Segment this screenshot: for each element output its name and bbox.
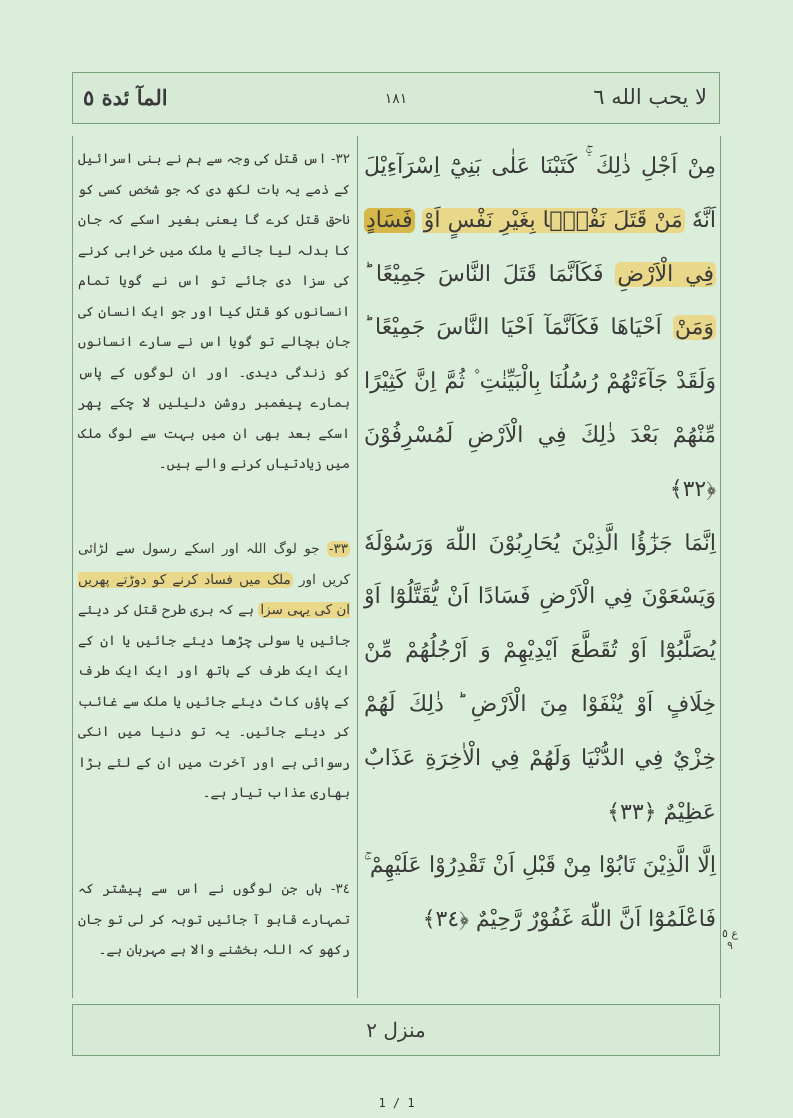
translation-segment: جو لوگ اللہ اور اسکے رسول سے لڑائی کریں اور <box>78 541 351 588</box>
translation-note-32 <box>78 144 350 480</box>
verse-32 <box>364 140 716 517</box>
highlighted-translation: ملک میں فساد کرنے کو دوڑتے پھریں ان کی یہی سزا <box>78 571 350 618</box>
verse-34: اِلَّا الَّذِيْنَ تَابُوْا مِنْ قَبْلِ اَنْ تَقْدِرُوْا عَلَيْهِمْ ۚ فَاعْلَمُوْٓا اَنَّ اللّٰهَ غَفُوْرٌ رَّحِيْمٌ ﴿٣٤﴾ <box>364 853 716 933</box>
column-divider-right <box>720 136 721 998</box>
translation-note-33 <box>78 534 350 809</box>
page-counter: 1 / 1 <box>378 1096 415 1110</box>
translation-text: ٣٤- ہاں جن لوگوں نے اس سے پیشتر کہ تمہارے قابو آ جائیں توبہ کر لی تو جان رکھو کہ اللہ بخشنے والا ہے مہربان ہے۔ <box>78 881 350 958</box>
verse-33: اِنَّمَا جَزٰٓؤُا الَّذِيْنَ يُحَارِبُوْنَ اللّٰهَ وَرَسُوْلَهٗ وَيَسْعَوْنَ فِي الْاَرْضِ فَسَادًا اَنْ يُّقَتَّلُوْٓا اَوْ يُصَلَّبُوْٓا اَوْ تُقَطَّعَ اَيْدِيْهِمْ وَ اَرْجُلُهُمْ مِّنْ خِلَافٍ اَوْ يُنْفَوْا مِنَ الْاَرْضِ ؕ ذٰلِكَ لَهُمْ خِزْيٌ فِي الدُّنْيَا وَلَهُمْ فِي الْاٰخِرَةِ عَذَابٌ عَظِيْمٌ ﴿٣٣﴾ <box>364 530 716 825</box>
column-divider-middle <box>357 136 358 998</box>
page-body <box>72 136 720 998</box>
translation-segment: ہے کہ بری طرح قتل کر دیئے جائیں یا سولی چڑھا دیئے جائیں یا ان کے ایک ایک طرف کے ہاتھ اور ایک ایک طرف کے پاؤں کاٹ دیئے جائیں یا ملک سے غائب کر دیئے جائیں۔ یہ تو دنیا میں انکی رسوائی ہے اور آخرت میں ان کے لئے بڑا بھاری عذاب تیار ہے۔ <box>78 602 350 801</box>
highlighted-verse-strong: فَسَادٍ <box>366 207 413 233</box>
translation-note-34 <box>78 874 350 966</box>
page-header <box>72 72 720 124</box>
translation-text <box>78 534 350 809</box>
note-number-highlight: ٣٣- <box>328 541 348 557</box>
arabic-text-column <box>364 140 716 947</box>
highlighted-verse: مَنْ قَتَلَ نَفْسًۢا بِغَيْرِ نَفْسٍ اَوْ <box>423 207 683 233</box>
verse-segment: فَكَاَنَّمَا قَتَلَ النَّاسَ جَمِيْعًا ؕ <box>364 261 616 287</box>
juz-title: لا يحب الله ٦ <box>593 85 707 109</box>
highlighted-verse: فِي الْاَرْضِ <box>617 261 714 287</box>
page-footer <box>72 1004 720 1056</box>
manzil-label: منزل ٢ <box>366 1018 426 1042</box>
verse-segment: اَحْيَاهَا فَكَاَنَّمَآ اَحْيَا النَّاسَ جَمِيْعًا ؕ وَلَقَدْ جَآءَتْهُمْ رُسُلُنَا بِالْبَيِّنٰتِ ۫ ثُمَّ اِنَّ كَثِيْرًا مِّنْهُمْ بَعْدَ ذٰلِكَ فِي الْاَرْضِ لَمُسْرِفُوْنَ ﴿٣٢﴾ <box>364 315 716 502</box>
highlighted-verse: وَمَنْ <box>674 315 714 341</box>
ruku-marker: ع ٥ ٩ <box>722 927 738 952</box>
surah-title: المآ ئدة ٥ <box>83 85 168 110</box>
page-number: ١٨١ <box>384 91 408 107</box>
translation-text: ٣٢- اس قتل کی وجہ سے ہم نے بنی اسرائیل کے ذمے یہ بات لکھ دی کہ جو شخص کسی کو ناحق قتل کرے گا یعنی بغیر اسکے کہ جان کا بدلہ لیا جائے یا ملک میں خرابی کرنے کی سزا دی جائے تو اس نے گویا تمام انسانوں کو قتل کیا اور جو ایک انسان کی جان بچالے تو گویا اس نے سارے انسانوں کو زندگی دیدی۔ اور ان لوگوں کے پاس ہمارے پیغمبر روشن دلیلیں لا چکے پھر اسکے بعد بھی ان میں بہت سے لوگ ملک میں زیادتیاں کرنے والے ہیں۔ <box>78 151 350 472</box>
verse-segment: مِنْ اَجْلِ ذٰلِكَ ۛۚ كَتَبْنَا عَلٰى بَنِيْٓ اِسْرَآءِيْلَ اَنَّهٗ <box>364 154 716 233</box>
column-divider-left <box>72 136 73 998</box>
